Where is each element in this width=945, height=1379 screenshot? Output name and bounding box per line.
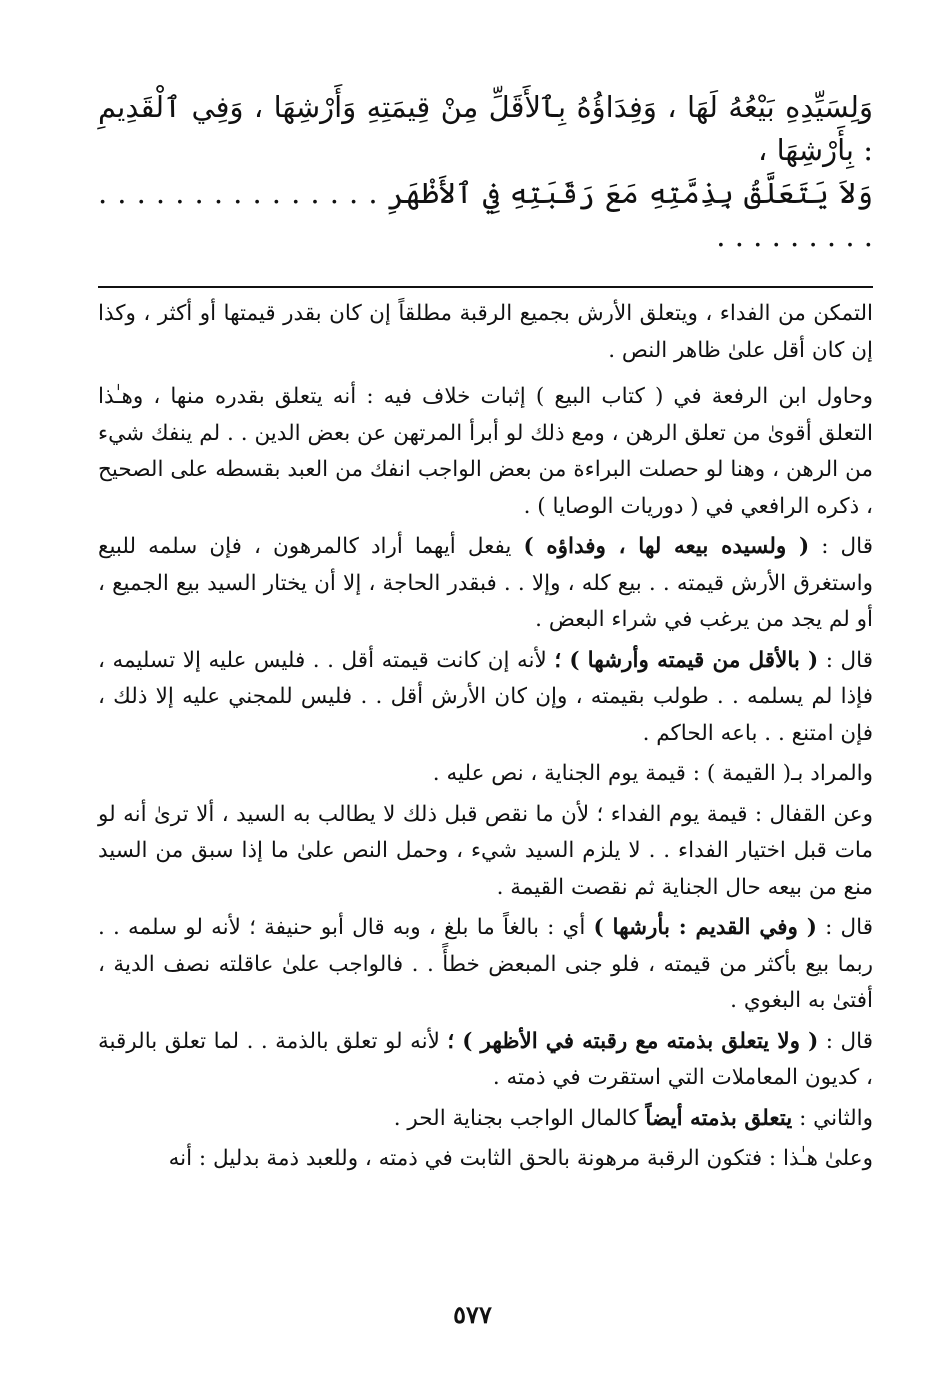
main-text-line-2-content: وَلاَ يَتَعَلَّقُ بِذِمَّتِهِ مَعَ رَقَبَتِهِ فِي ٱلأَظْهَرِ . <box>368 176 873 210</box>
quoted-matn: ( ولسيده بيعه لها ، وفداؤه ) <box>523 534 810 559</box>
commentary-paragraph-1: التمكن من الفداء ، ويتعلق الأرش بجميع الرقبة مطلقاً إن كان بقدر قيمتها أو أكثر ، وكذا إن كان أقل علىٰ ظاهر النص . <box>98 301 873 363</box>
paragraph-rest: يفعل أيهما أراد كالمرهون ، فإن سلمه للبيع واستغرق الأرش قيمته . . بيع كله ، وإلا . . فبقدر الحاجة ، إلا أن يختار السيد بيع الجميع ، أو لم يجد من يرغب في شراء البعض . <box>98 534 873 632</box>
commentary-paragraph-7 <box>98 910 873 1020</box>
commentary-paragraph-9 <box>98 1101 873 1138</box>
main-text-line-1: وَلِسَيِّدِهِ بَيْعُهُ لَهَا ، وَفِدَاؤُهُ بِٱلأَقَلِّ مِنْ قِيمَتِهِ وَأَرْشِهَا ، وَفِي ٱلْقَدِيمِ : بِأَرْشِهَا ، <box>98 90 873 167</box>
commentary <box>98 296 873 1178</box>
bold-phrase: يتعلق بذمته أيضاً <box>645 1105 793 1131</box>
paragraph-rest: كالمال الواجب بجناية الحر . <box>393 1105 646 1131</box>
paragraph-lead: قال : <box>818 647 873 673</box>
commentary-paragraph-2: وحاول ابن الرفعة في ( كتاب البيع ) إثبات خلاف فيه : أنه يتعلق بقدره منها ، وهـٰذا التعلق أقوىٰ من تعلق الرهن ، ومع ذلك لو أبرأ المرتهن عن بعض الدين . . لم ينفك شيء من الرهن ، وهنا لو حصلت البراءة من بعض الواجب انفك من العبد بقسطه على الصحيح ، ذكره الرافعي في ( دوريات الوصايا ) . <box>98 384 873 519</box>
paragraph-rest: لأنه لو تعلق بالذمة . . لما تعلق بالرقبة ، كديون المعاملات التي استقرت في ذمته . <box>98 1028 873 1090</box>
commentary-paragraph-6: وعن القفال : قيمة يوم الفداء ؛ لأن ما نقص قبل ذلك لا يطالب به السيد ، ألا ترىٰ أنه لو مات قبل اختيار الفداء . . لا يلزم السيد شيء ، وحمل النص علىٰ ما إذا سبق من السيد منع من بيعه حال الجناية ثم نقصت القيمة . <box>98 801 873 900</box>
commentary-paragraph-4 <box>98 643 873 753</box>
commentary-paragraph-8 <box>98 1024 873 1097</box>
quoted-matn: ( ولا يتعلق بذمته مع رقبته في الأظهر ) ؛ <box>447 1028 819 1054</box>
main-text-dots: . . . . . . . . . . . . . . . . . . . . . . . <box>98 176 873 253</box>
page-number: ٥٧٧ <box>453 1300 492 1329</box>
book-page <box>98 86 873 1346</box>
commentary-paragraph-10: وعلىٰ هـٰذا : فتكون الرقبة مرهونة بالحق الثابت في ذمته ، وللعبد ذمة بدليل : أنه <box>168 1146 873 1171</box>
paragraph-lead: والثاني : <box>792 1105 873 1131</box>
commentary-paragraph-5: والمراد بـ( القيمة ) : قيمة يوم الجناية ، نص عليه . <box>432 761 873 786</box>
paragraph-rest: لأنه إن كانت قيمته أقل . . فليس عليه إلا تسليمه ، فإذا لم يسلمه . . طولب بقيمته ، وإن كان الأرش أقل . . فليس للمجني عليه إلا ذلك ، فإن امتنع . . باعه الحاكم . <box>98 647 873 746</box>
separator-line <box>98 286 873 288</box>
paragraph-lead: قال : <box>809 534 873 559</box>
quoted-matn: ( بالأقل من قيمته وأرشها ) ؛ <box>554 647 819 673</box>
main-text-line-2 <box>98 172 873 258</box>
quoted-matn: ( وفي القديم : بأرشها ) <box>593 915 817 940</box>
paragraph-lead: قال : <box>818 1028 873 1054</box>
paragraph-rest: أي : بالغاً ما بلغ ، وبه قال أبو حنيفة ؛ لأنه لو سلمه . . ربما بيع بأكثر من قيمته ، فلو جنى المبعض خطأً . . فالواجب علىٰ عاقلته نصف الدية ، أفتىٰ به البغوي . <box>98 915 873 1013</box>
commentary-paragraph-3 <box>98 529 873 639</box>
paragraph-lead: قال : <box>816 915 873 940</box>
main-text <box>98 86 873 258</box>
